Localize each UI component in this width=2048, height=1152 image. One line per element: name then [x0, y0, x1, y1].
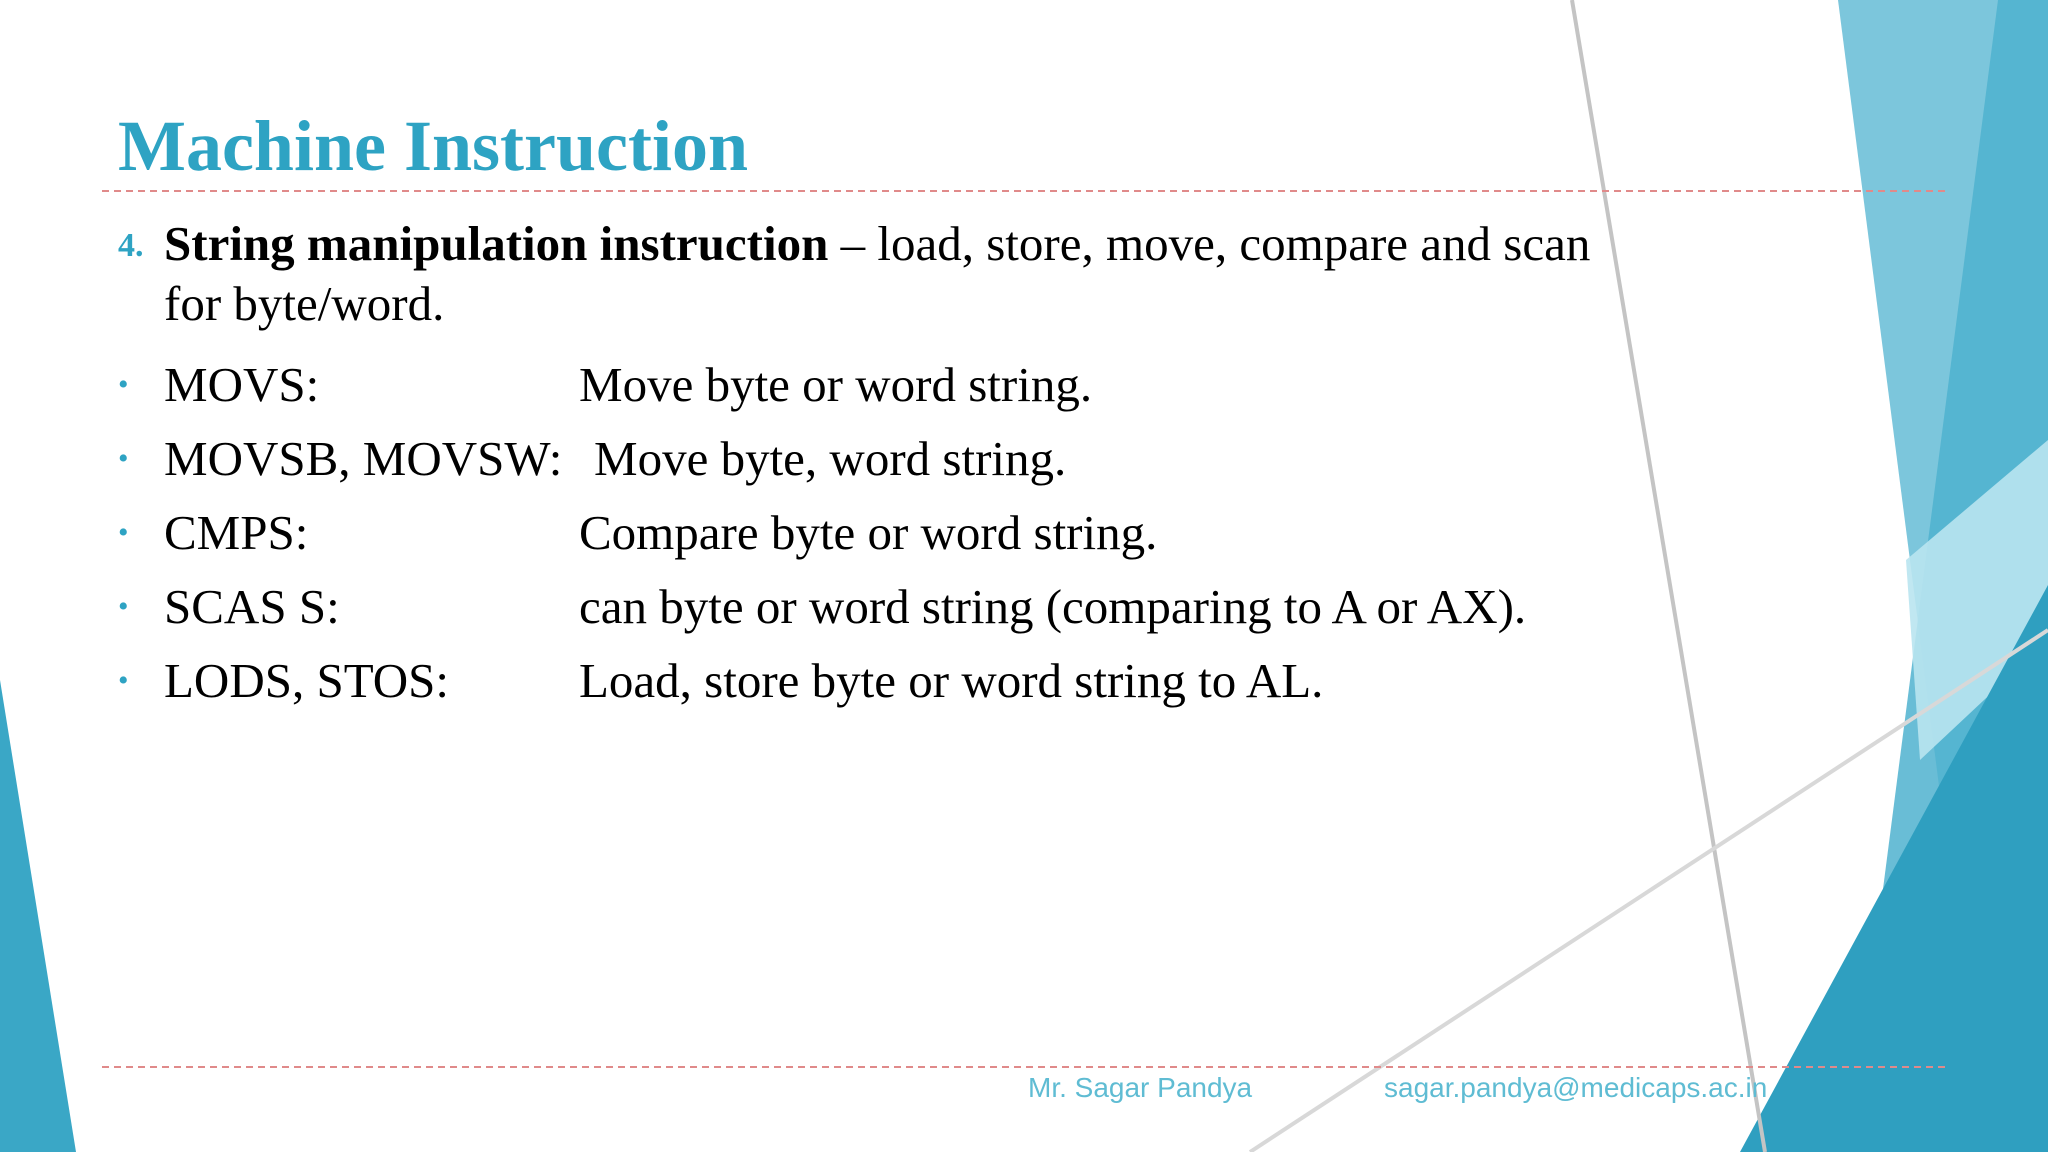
- list-item: [118, 348, 1638, 422]
- slide-content: [118, 214, 1638, 718]
- list-item: [118, 422, 1638, 496]
- list-item: [118, 644, 1638, 718]
- instruction-description: can byte or word string (comparing to A or AX).: [579, 579, 1527, 634]
- list-item: [118, 570, 1638, 644]
- instruction-mnemonic: MOVS:: [164, 357, 320, 412]
- bullet-icon: •: [118, 368, 129, 401]
- footer-email: sagar.pandya@medicaps.ac.in: [1384, 1072, 1768, 1103]
- instruction-mnemonic: CMPS:: [164, 505, 309, 560]
- point-heading: String manipulation instruction: [164, 216, 829, 271]
- list-item: [118, 496, 1638, 570]
- instruction-mnemonic: MOVSB, MOVSW:: [164, 431, 563, 486]
- instruction-description: Compare byte or word string.: [579, 505, 1158, 560]
- instruction-description: Load, store byte or word string to AL.: [579, 653, 1324, 708]
- instruction-mnemonic: LODS, STOS:: [164, 653, 450, 708]
- left-triangle: [0, 680, 76, 1152]
- instruction-description: Move byte or word string.: [579, 357, 1093, 412]
- point-text: – load, store, move, compare and scan for byte/word.: [164, 216, 1591, 331]
- bullet-icon: •: [118, 590, 129, 623]
- bullet-icon: •: [118, 664, 129, 697]
- footer-author: Mr. Sagar Pandya: [1028, 1072, 1253, 1103]
- numbered-point: [118, 214, 1638, 334]
- bullet-icon: •: [118, 442, 129, 475]
- instruction-mnemonic: SCAS S:: [164, 579, 340, 634]
- point-number: 4.: [118, 227, 144, 264]
- slide-title: Machine Instruction: [118, 106, 748, 186]
- bullet-icon: •: [118, 516, 129, 549]
- instruction-description: Move byte, word string.: [594, 431, 1067, 486]
